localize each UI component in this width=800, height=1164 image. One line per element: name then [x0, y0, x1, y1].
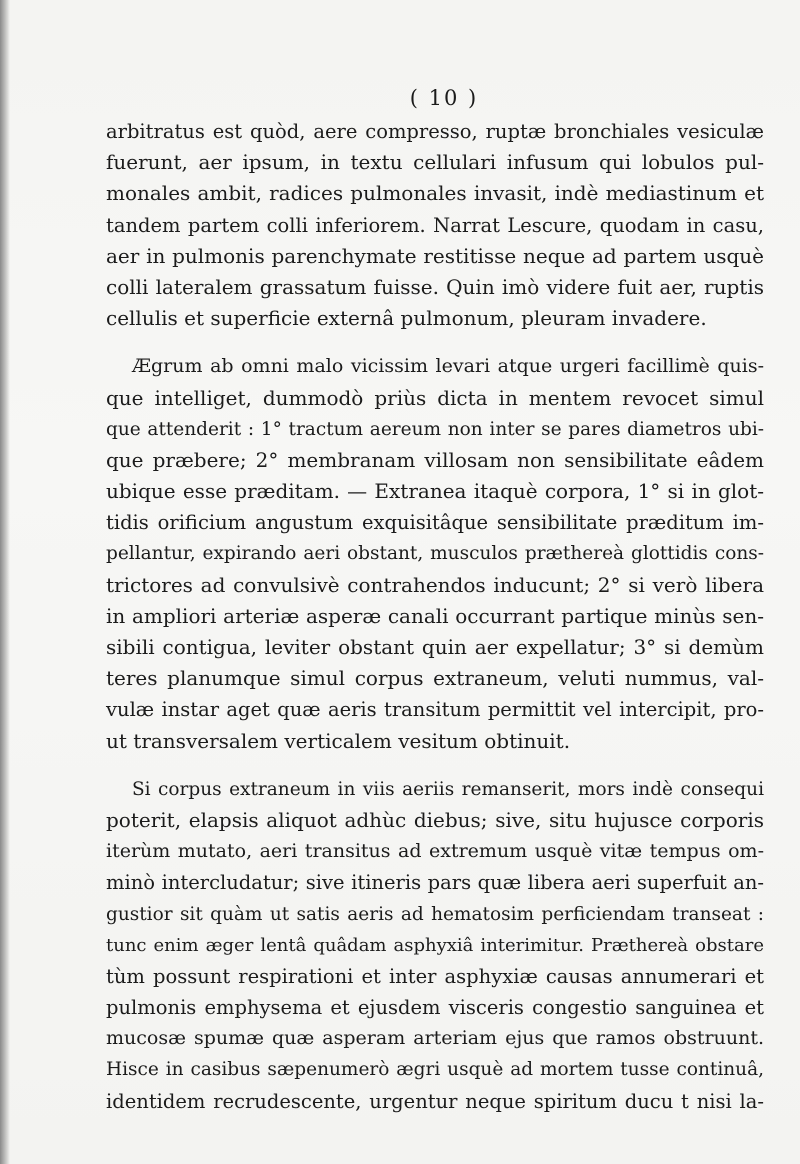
text-line: in ampliori arteriæ asperæ canali occurrant partique minùs sen- — [106, 603, 764, 628]
text-line: que attenderit : 1° tractum aereum non inter se pares diametros ubi- — [106, 418, 764, 440]
text-line: pulmonis emphysema et ejusdem visceris congestio sanguinea et — [106, 996, 764, 1020]
paragraph-3 — [106, 774, 764, 1117]
text-line: tùm possunt respirationi et inter asphyxiæ causas annumerari et — [106, 964, 764, 988]
text-line: pellantur, expirando aeri obstant, musculos præthereà glottidis cons- — [106, 543, 764, 565]
text-line: tandem partem colli inferiorem. Narrat Lescure, quodam in casu, — [106, 213, 764, 237]
text-line: minò intercludatur; sive itineris pars quæ libera aeri superfuit an- — [106, 871, 764, 895]
text-line: Ægrum ab omni malo vicissim levari atque urgeri facillimè quis- — [132, 355, 764, 378]
text-line: aer in pulmonis parenchymate restitisse neque ad partem usquè — [106, 243, 764, 268]
text-block — [106, 80, 764, 1134]
page-edge-shadow — [0, 0, 10, 1164]
text-line: cellulis et superficie externâ pulmonum, pleuram invadere. — [106, 306, 707, 331]
text-line: fuerunt, aer ipsum, in textu cellulari infusum qui lobulos pul- — [106, 150, 764, 175]
text-line: vulæ instar aget quæ aeris transitum permittit vel intercipit, pro- — [106, 698, 764, 722]
text-line: iterùm mutato, aeri transitus ad extremum usquè vitæ tempus om- — [106, 840, 764, 863]
text-line: tidis orificium angustum exquisitâque sensibilitate præditum im- — [106, 511, 764, 535]
text-line: poterit, elapsis aliquot adhùc diebus; sive, situ hujusce corporis — [106, 807, 764, 832]
text-line: teres planumque simul corpus extraneum, veluti nummus, val- — [106, 666, 764, 691]
text-line: Hisce in casibus sæpenumerò ægri usquè ad mortem tusse continuâ, — [106, 1059, 764, 1081]
text-line: que intelliget, dummodò priùs dicta in mentem revocet simul — [106, 385, 764, 410]
paragraph-1 — [106, 116, 764, 334]
text-line: ubique esse præditam. — Extranea itaquè corpora, 1° si in glot- — [106, 479, 764, 504]
text-line: trictores ad convulsivè contrahendos inducunt; 2° si verò libera — [106, 572, 764, 597]
text-line: tunc enim æger lentâ quâdam asphyxiâ interimitur. Præthereà obstare — [106, 934, 764, 956]
text-line: ut transversalem verticalem vesitum obtinuit. — [106, 728, 571, 753]
text-line: monales ambit, radices pulmonales invasit, indè mediastinum et — [106, 181, 764, 206]
text-line: gustior sit quàm ut satis aeris ad hematosim perficiendam transeat : — [106, 903, 764, 925]
text-line: colli lateralem grassatum fuisse. Quin imò videre fuit aer, ruptis — [106, 274, 764, 299]
text-line: arbitratus est quòd, aere compresso, ruptæ bronchiales vesiculæ — [106, 120, 764, 143]
text-line: que præbere; 2° membranam villosam non sensibilitate eâdem — [106, 447, 764, 472]
text-line: Si corpus extraneum in viis aeriis remanserit, mors indè consequi — [132, 778, 764, 800]
page-number: ( 10 ) — [409, 86, 479, 110]
text-line: identidem recrudescente, urgentur neque spiritum ducu t nisi la- — [106, 1089, 764, 1113]
text-line: sibili contigua, leviter obstant quin aer expellatur; 3° si demùm — [106, 635, 764, 659]
text-line: mucosæ spumæ quæ asperam arteriam ejus que ramos obstruunt. — [106, 1027, 764, 1050]
paragraph-2 — [106, 351, 764, 756]
